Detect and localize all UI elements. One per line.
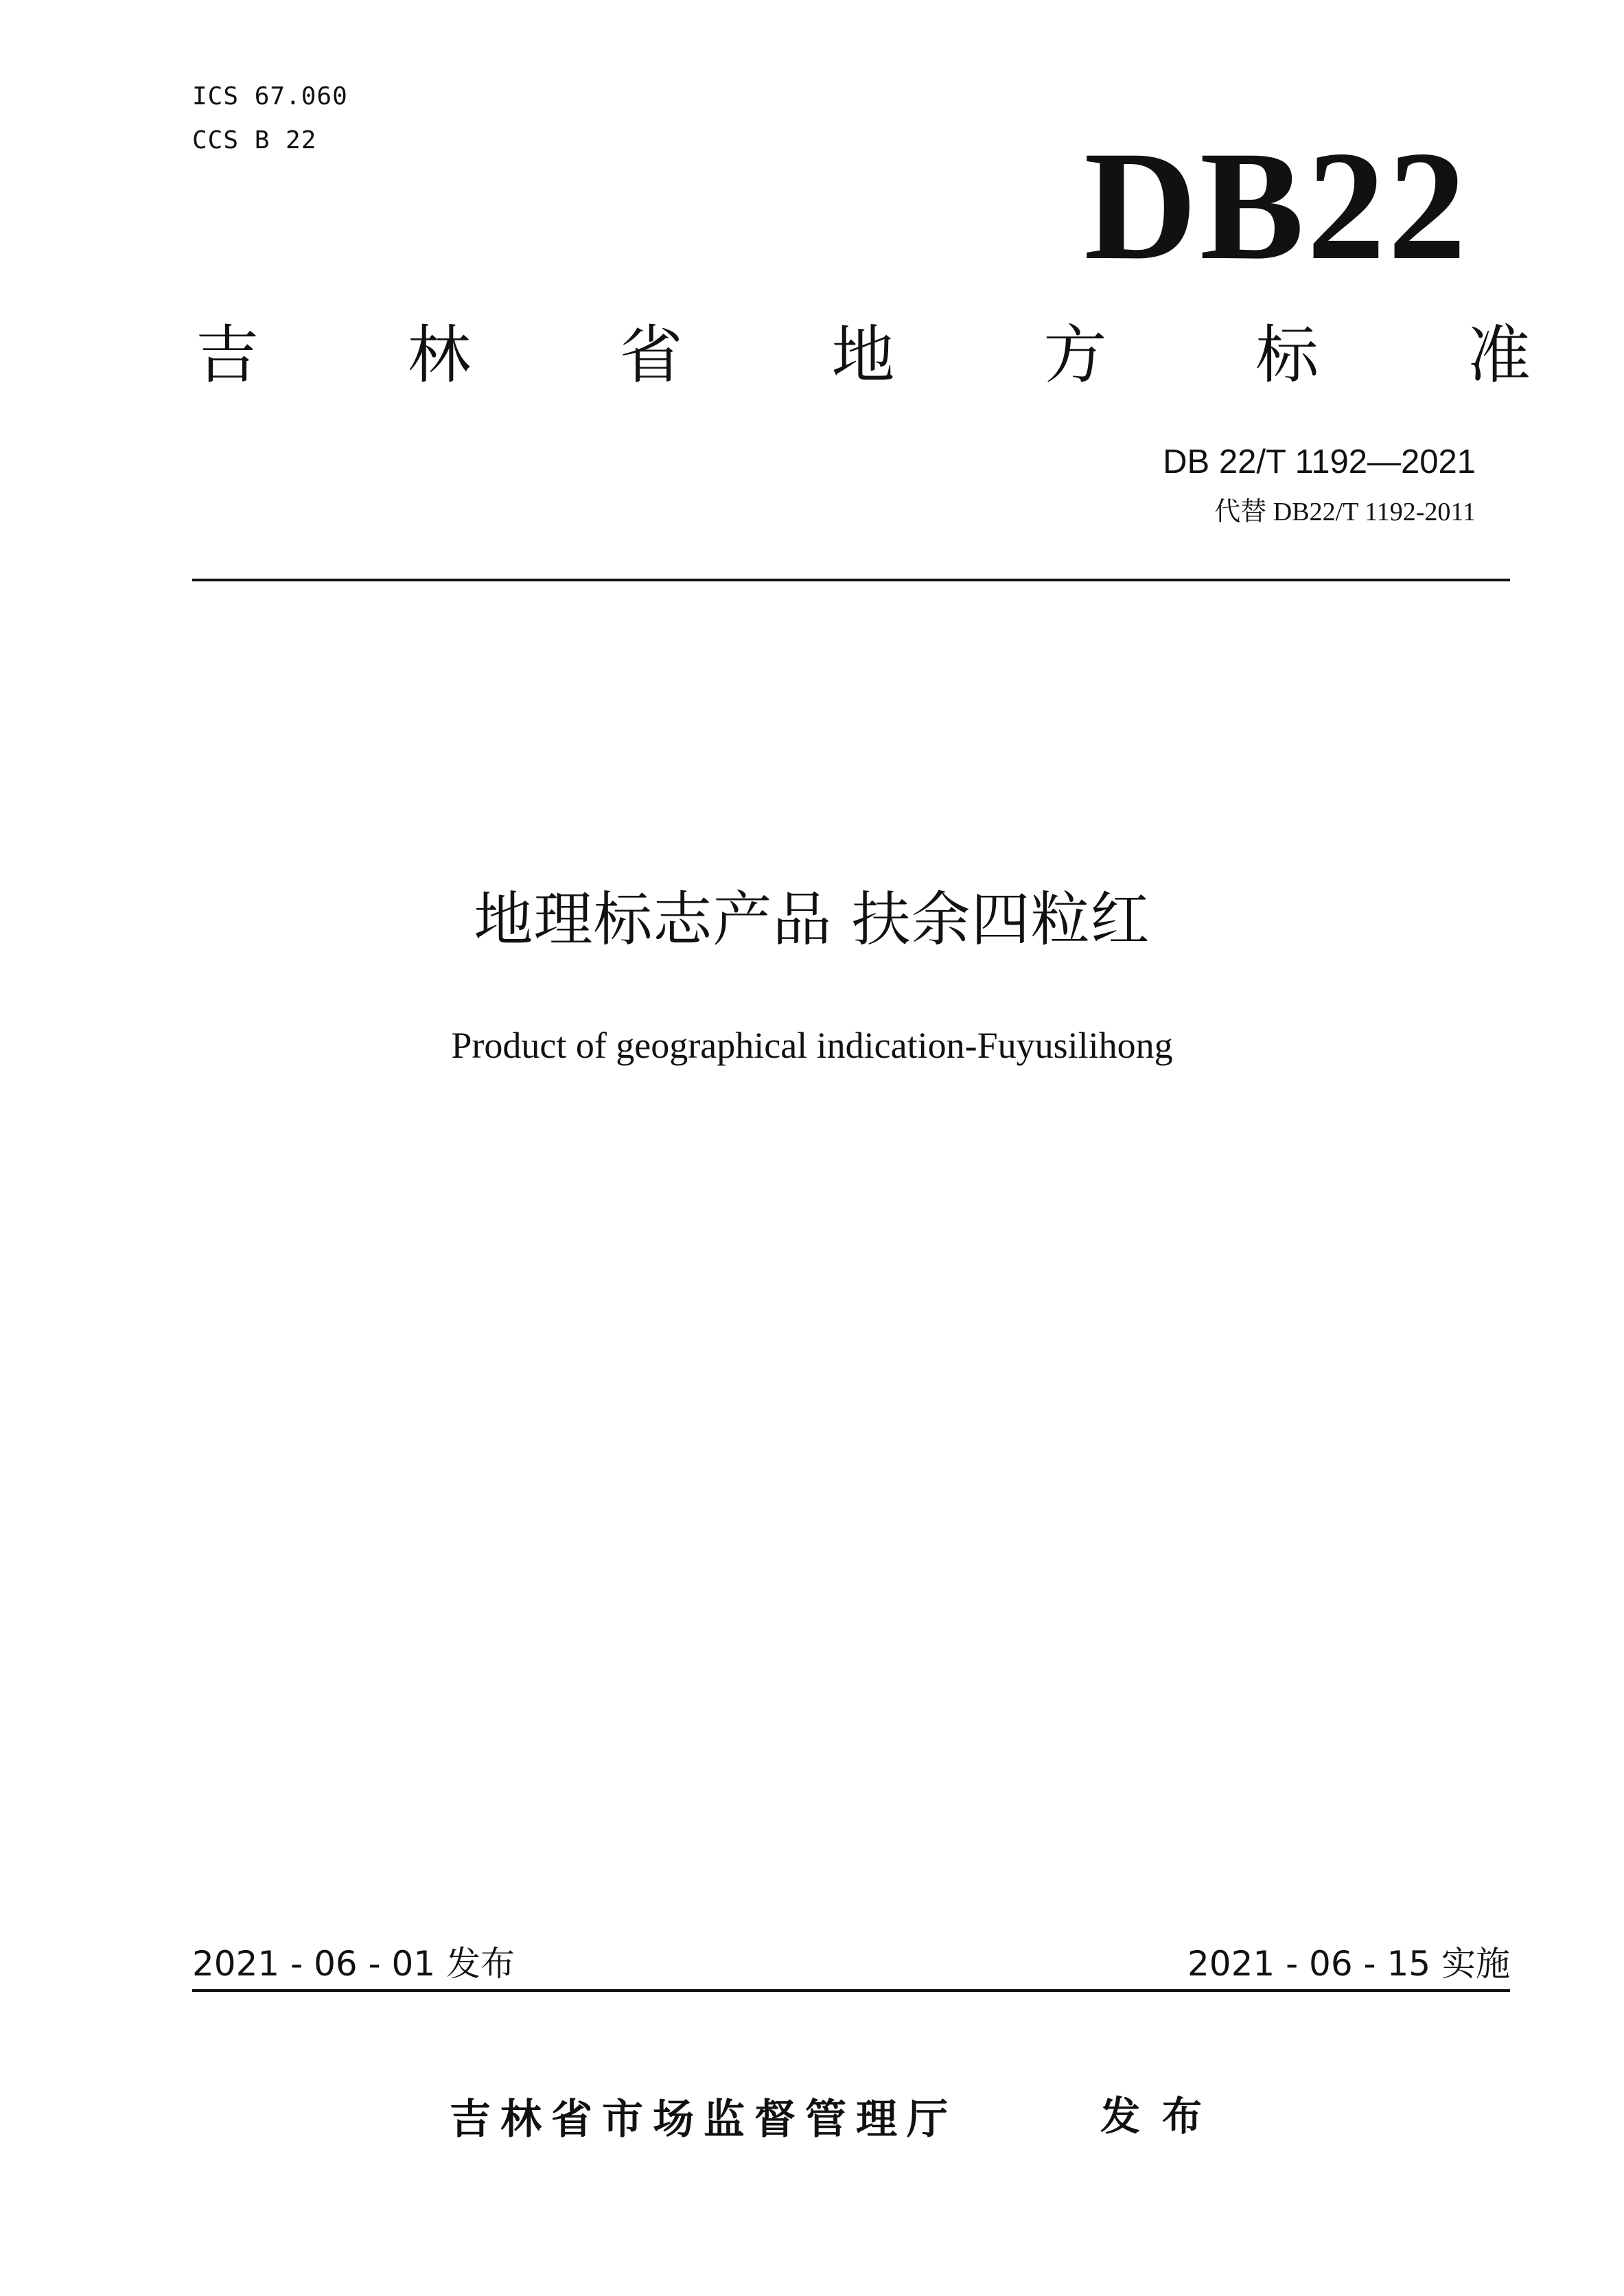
standard-number: DB 22/T 1192—2021 <box>1163 443 1476 480</box>
standard-logo-code: DB22 <box>1084 119 1469 292</box>
implementation-date: 2021 - 06 - 15 实施 <box>1187 1944 1510 1984</box>
header-divider <box>192 579 1510 581</box>
standard-type-char: 方 <box>1043 318 1107 392</box>
footer-divider <box>192 1989 1510 1992</box>
issue-date: 2021 - 06 - 01 发布 <box>192 1944 515 1984</box>
ics-code: ICS 67.060 <box>192 82 348 111</box>
standard-type-char: 地 <box>831 318 895 392</box>
document-title-zh: 地理标志产品 扶余四粒红 <box>474 885 1150 954</box>
issue-action-label: 发布 <box>1100 2093 1225 2140</box>
standard-type-char: 省 <box>619 318 683 392</box>
standard-type-char: 吉 <box>196 318 259 392</box>
document-title-en: Product of geographical indication-Fuyusilihong <box>451 1025 1173 1066</box>
standard-type-title <box>196 314 1531 397</box>
standard-type-char: 准 <box>1467 318 1531 392</box>
standard-type-char: 林 <box>407 318 471 392</box>
replaces-note: 代替 DB22/T 1192-2011 <box>1214 498 1476 526</box>
ccs-code: CCS B 22 <box>192 126 317 154</box>
standard-type-char: 标 <box>1255 318 1319 392</box>
issuing-authority: 吉林省市场监督管理厅 <box>450 2096 958 2144</box>
